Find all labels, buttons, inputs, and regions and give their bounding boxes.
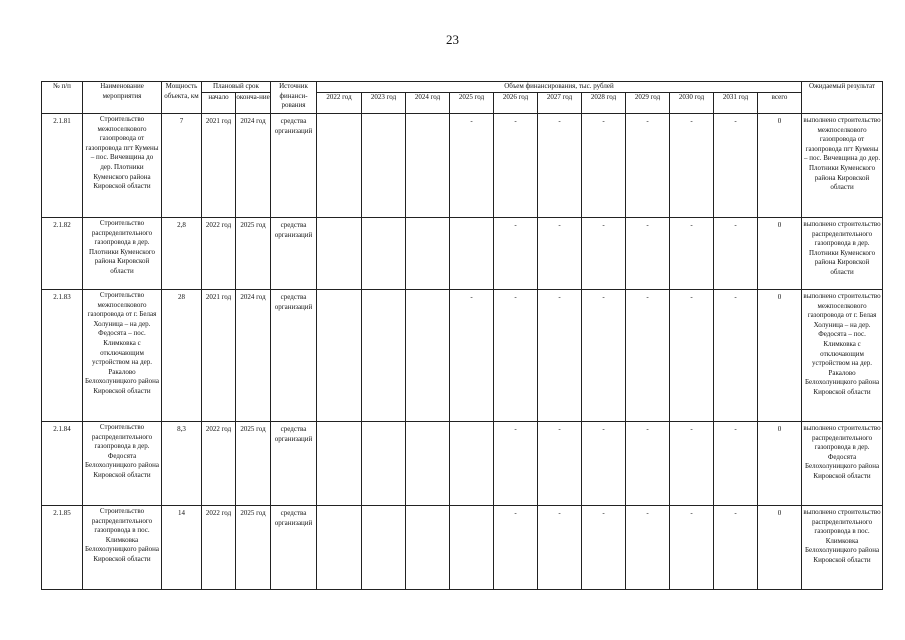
cell-total xyxy=(758,114,802,218)
cell-value-text xyxy=(317,290,361,293)
cell-value-text: - xyxy=(558,221,561,229)
cell-value xyxy=(450,506,494,590)
cell-num-text: 2.1.85 xyxy=(53,509,71,517)
cell-capacity xyxy=(162,218,202,290)
cell-value xyxy=(714,218,758,290)
cell-result-text: выполнено строительство межпоселкового газопровода от г. Белая Холуница – на дер. Федосята – пос. Климковка с отключающим устройством на дер. Ракалово Белохолуницкого района Кировской области xyxy=(803,292,881,396)
cell-value xyxy=(494,218,538,290)
header-year-2022: 2022 год xyxy=(317,93,362,114)
cell-name xyxy=(83,422,162,506)
cell-value-text xyxy=(362,506,405,509)
cell-value-text: - xyxy=(646,221,649,229)
header-year-2030: 2030 год xyxy=(670,93,714,114)
cell-value-text xyxy=(450,506,493,509)
cell-value-text: - xyxy=(646,293,649,301)
cell-value xyxy=(626,290,670,422)
header-term: Плановый срок xyxy=(202,82,271,93)
cell-value-text: - xyxy=(646,117,649,125)
cell-source xyxy=(271,422,317,506)
cell-result-text: выполнено строительство распределительного газопровода в дер. Плотники Куменского района Кировской области xyxy=(803,220,881,276)
cell-result xyxy=(802,422,883,506)
header-year-2028: 2028 год xyxy=(582,93,626,114)
cell-total xyxy=(758,506,802,590)
cell-total-text: 0 xyxy=(777,293,782,301)
table-body xyxy=(42,114,883,590)
cell-value xyxy=(362,114,406,218)
cell-value-text xyxy=(406,506,449,509)
cell-value xyxy=(670,506,714,590)
cell-num-text: 2.1.81 xyxy=(53,117,71,125)
header-end: оконча-ние xyxy=(236,93,271,114)
cell-result-text: выполнено строительство распределительного газопровода в дер. Федосята Белохолуницкого района Кировской области xyxy=(803,424,881,480)
cell-num xyxy=(42,218,83,290)
cell-value xyxy=(450,422,494,506)
header-year-2029: 2029 год xyxy=(626,93,670,114)
cell-num xyxy=(42,114,83,218)
cell-source-text: средства организаций xyxy=(274,509,313,527)
cell-value-text xyxy=(406,218,449,221)
cell-value xyxy=(494,290,538,422)
cell-end-text: 2024 год xyxy=(240,293,266,301)
page-number: 23 xyxy=(446,32,459,47)
cell-value xyxy=(538,506,582,590)
cell-value xyxy=(317,506,362,590)
cell-value xyxy=(538,290,582,422)
cell-capacity xyxy=(162,290,202,422)
cell-value xyxy=(317,422,362,506)
cell-value-text: - xyxy=(734,293,737,301)
cell-value xyxy=(406,290,450,422)
cell-value-text xyxy=(406,114,449,117)
cell-value xyxy=(670,422,714,506)
cell-value-text: - xyxy=(558,293,561,301)
cell-start-text: 2022 год xyxy=(205,221,232,229)
cell-capacity xyxy=(162,422,202,506)
header-source: Источник финанси-рования xyxy=(271,82,317,114)
table-row xyxy=(42,290,883,422)
header-name: Наименование мероприятия xyxy=(83,82,162,114)
cell-value xyxy=(670,114,714,218)
cell-value xyxy=(362,218,406,290)
cell-name-text: Строительство межпоселкового газопровода от газопровода пгт Кумены – пос. Вичевщина до дер. Плотники Куменского района Кировской области xyxy=(85,115,159,191)
cell-value xyxy=(538,114,582,218)
cell-value xyxy=(714,114,758,218)
cell-value-text: - xyxy=(690,509,693,517)
cell-value xyxy=(362,422,406,506)
cell-value-text xyxy=(317,506,361,509)
header-total: всего xyxy=(758,93,802,114)
header-funding: Объем финансирования, тыс. рублей xyxy=(317,82,802,93)
cell-value xyxy=(538,218,582,290)
cell-value-text xyxy=(362,290,405,293)
cell-start-text: 2021 год xyxy=(205,117,232,125)
header-year-2027: 2027 год xyxy=(538,93,582,114)
cell-value-text: - xyxy=(514,509,517,517)
cell-value-text: - xyxy=(734,117,737,125)
cell-capacity-text: 28 xyxy=(178,293,185,301)
cell-value xyxy=(317,114,362,218)
cell-end-text: 2025 год xyxy=(240,221,266,229)
cell-value-text xyxy=(406,422,449,425)
header-start: начало xyxy=(202,93,236,114)
cell-name xyxy=(83,114,162,218)
cell-value xyxy=(494,506,538,590)
cell-value-text: - xyxy=(602,293,605,301)
cell-source-text: средства организаций xyxy=(274,293,313,311)
cell-start xyxy=(202,506,236,590)
cell-num xyxy=(42,290,83,422)
cell-value-text xyxy=(362,218,405,221)
cell-value-text: - xyxy=(690,221,693,229)
cell-name-text: Строительство распределительного газопровода в пос. Климковка Белохолуницкого района Кировской области xyxy=(84,507,160,563)
cell-end xyxy=(236,290,271,422)
table-row xyxy=(42,114,883,218)
cell-total xyxy=(758,422,802,506)
cell-total-text: 0 xyxy=(777,509,782,517)
cell-value-text: - xyxy=(690,425,693,433)
cell-start-text: 2022 год xyxy=(205,425,232,433)
cell-value-text: - xyxy=(646,509,649,517)
cell-num xyxy=(42,422,83,506)
cell-value-text xyxy=(362,114,405,117)
cell-source-text: средства организаций xyxy=(274,425,313,443)
cell-result xyxy=(802,218,883,290)
cell-value xyxy=(406,422,450,506)
cell-source-text: средства организаций xyxy=(274,221,313,239)
header-result: Ожидаемый результат xyxy=(802,82,883,114)
cell-value-text xyxy=(406,290,449,293)
cell-value xyxy=(362,290,406,422)
cell-start-text: 2021 год xyxy=(205,293,232,301)
cell-value xyxy=(494,114,538,218)
cell-value xyxy=(626,114,670,218)
cell-result xyxy=(802,114,883,218)
cell-source xyxy=(271,218,317,290)
cell-capacity-text: 2,8 xyxy=(177,221,186,229)
cell-source-text: средства организаций xyxy=(274,117,313,135)
cell-value xyxy=(582,218,626,290)
cell-start xyxy=(202,218,236,290)
cell-value-text: - xyxy=(646,425,649,433)
cell-value xyxy=(714,290,758,422)
cell-value xyxy=(626,218,670,290)
cell-value-text: - xyxy=(514,221,517,229)
header-num: № п/п xyxy=(42,82,83,114)
cell-value xyxy=(406,506,450,590)
cell-result xyxy=(802,506,883,590)
header-year-2025: 2025 год xyxy=(450,93,494,114)
cell-value-text: - xyxy=(690,293,693,301)
cell-end xyxy=(236,422,271,506)
cell-name xyxy=(83,506,162,590)
cell-value xyxy=(494,422,538,506)
cell-value-text: - xyxy=(470,293,473,301)
cell-end xyxy=(236,506,271,590)
cell-end xyxy=(236,114,271,218)
cell-start-text: 2022 год xyxy=(205,509,232,517)
funding-plan-table xyxy=(41,81,883,590)
cell-source xyxy=(271,114,317,218)
cell-result-text: выполнено строительство распределительного газопровода в пос. Климковка Белохолуницкого района Кировской области xyxy=(803,508,881,564)
cell-name-text: Строительство распределительного газопровода в дер. Плотники Куменского района Кировской области xyxy=(88,219,156,275)
cell-result xyxy=(802,290,883,422)
cell-end-text: 2025 год xyxy=(240,425,266,433)
cell-num-text: 2.1.82 xyxy=(53,221,71,229)
cell-value-text: - xyxy=(734,221,737,229)
cell-capacity xyxy=(162,506,202,590)
cell-total-text: 0 xyxy=(777,117,782,125)
cell-name-text: Строительство межпоселкового газопровода от г. Белая Холуница – на дер. Федосята – пос. Климковка с отключающим устройством на дер. Ракалово Белохолуницкого района Кировской области xyxy=(84,291,160,395)
cell-value-text: - xyxy=(470,117,473,125)
cell-value-text: - xyxy=(602,117,605,125)
cell-value-text xyxy=(450,218,493,221)
cell-value xyxy=(670,290,714,422)
cell-value xyxy=(626,422,670,506)
cell-value xyxy=(582,290,626,422)
cell-num-text: 2.1.83 xyxy=(53,293,71,301)
cell-value xyxy=(582,422,626,506)
cell-value xyxy=(714,506,758,590)
cell-value-text: - xyxy=(734,425,737,433)
header-year-2026: 2026 год xyxy=(494,93,538,114)
cell-value-text: - xyxy=(734,509,737,517)
cell-value xyxy=(670,218,714,290)
cell-value-text: - xyxy=(514,293,517,301)
cell-capacity-text: 7 xyxy=(179,117,184,125)
cell-num-text: 2.1.84 xyxy=(53,425,71,433)
cell-num xyxy=(42,506,83,590)
cell-name-text: Строительство распределительного газопровода в дер. Федосята Белохолуницкого района Кировской области xyxy=(84,423,160,479)
cell-value-text: - xyxy=(558,509,561,517)
cell-start xyxy=(202,422,236,506)
cell-value xyxy=(582,506,626,590)
cell-value-text xyxy=(317,218,361,221)
cell-source xyxy=(271,506,317,590)
cell-capacity-text: 14 xyxy=(178,509,185,517)
cell-result-text: выполнено строительство межпоселкового газопровода от газопровода пгт Кумены – пос. Вичевщина до дер. Плотники Куменского района Кировской области xyxy=(803,116,881,192)
cell-value-text xyxy=(450,422,493,425)
cell-value-text: - xyxy=(558,117,561,125)
cell-start xyxy=(202,290,236,422)
cell-value-text: - xyxy=(602,221,605,229)
table-row xyxy=(42,422,883,506)
cell-capacity xyxy=(162,114,202,218)
cell-name xyxy=(83,290,162,422)
table-row xyxy=(42,218,883,290)
cell-value xyxy=(714,422,758,506)
cell-value-text: - xyxy=(514,117,517,125)
header-year-2024: 2024 год xyxy=(406,93,450,114)
cell-value-text xyxy=(317,422,361,425)
cell-start xyxy=(202,114,236,218)
cell-total xyxy=(758,290,802,422)
table-header xyxy=(42,82,883,114)
cell-end xyxy=(236,218,271,290)
header-year-2031: 2031 год xyxy=(714,93,758,114)
header-year-2023: 2023 год xyxy=(362,93,406,114)
header-capacity: Мощность объекта, км xyxy=(162,82,202,114)
cell-end-text: 2025 год xyxy=(240,509,266,517)
cell-name xyxy=(83,218,162,290)
cell-value-text: - xyxy=(514,425,517,433)
cell-value-text: - xyxy=(602,425,605,433)
cell-value xyxy=(317,218,362,290)
cell-value xyxy=(362,506,406,590)
cell-value xyxy=(450,114,494,218)
cell-value-text: - xyxy=(690,117,693,125)
cell-value xyxy=(450,218,494,290)
cell-total xyxy=(758,218,802,290)
cell-capacity-text: 8,3 xyxy=(177,425,186,433)
cell-value-text: - xyxy=(602,509,605,517)
cell-value-text: - xyxy=(558,425,561,433)
cell-value-text xyxy=(362,422,405,425)
cell-total-text: 0 xyxy=(777,425,782,433)
table-row xyxy=(42,506,883,590)
cell-value xyxy=(406,218,450,290)
cell-value xyxy=(538,422,582,506)
cell-value xyxy=(406,114,450,218)
cell-end-text: 2024 год xyxy=(240,117,266,125)
cell-total-text: 0 xyxy=(777,221,782,229)
cell-value xyxy=(317,290,362,422)
cell-source xyxy=(271,290,317,422)
cell-value xyxy=(582,114,626,218)
cell-value xyxy=(626,506,670,590)
cell-value xyxy=(450,290,494,422)
cell-value-text xyxy=(317,114,361,117)
